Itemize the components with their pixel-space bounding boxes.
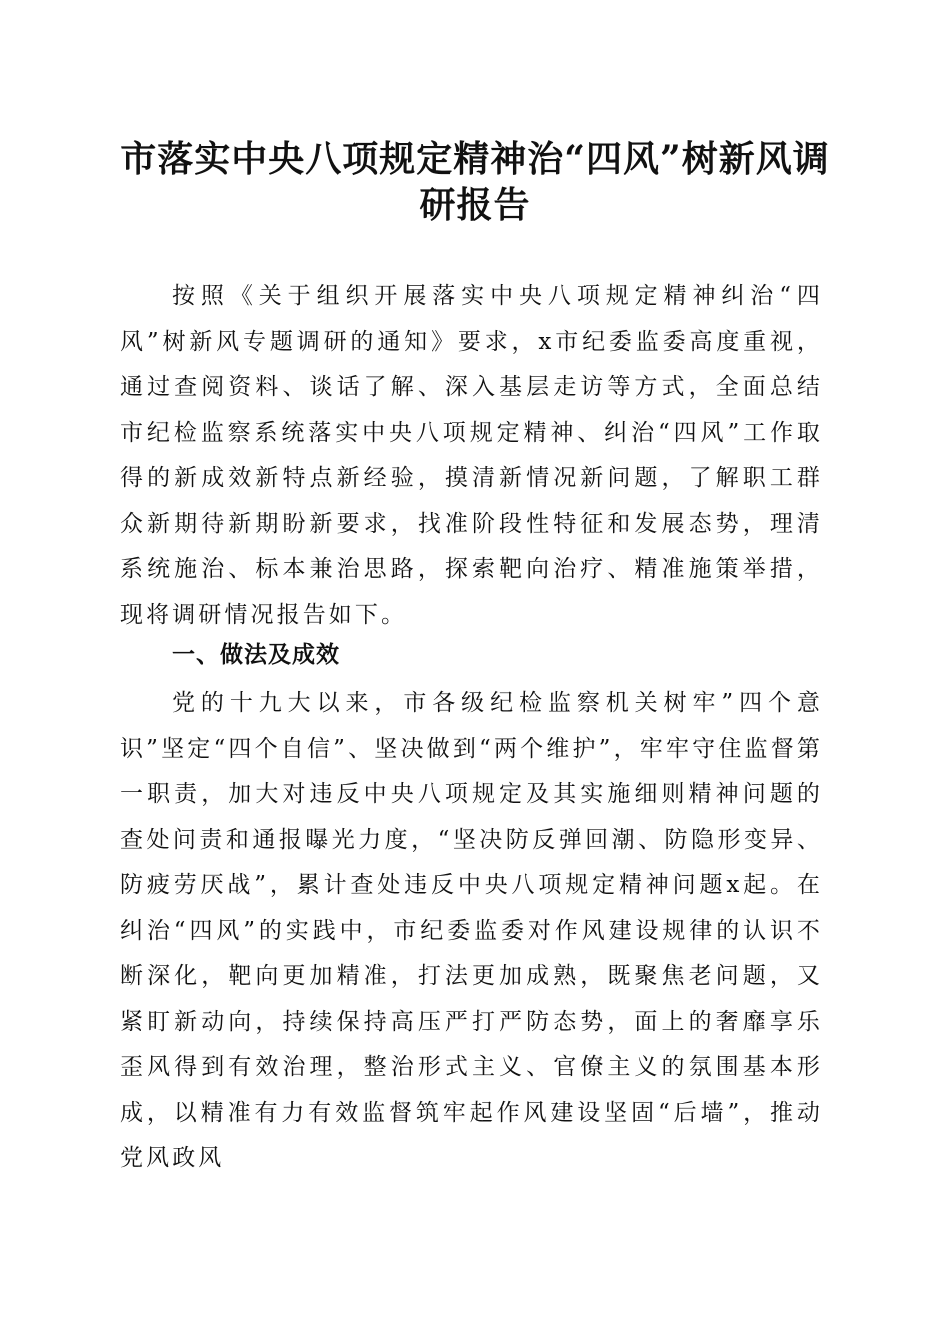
section-heading: 一、做法及成效 (172, 642, 340, 668)
intro-paragraph: 按照《关于组织开展落实中央八项规定精神纠治“四风”树新风专题调研的通知》要求，x市纪委监委高度重视，通过查阅资料、谈话了解、深入基层走访等方式，全面总结市纪检监察系统落实中央八项规定精神、纠治“四风”工作取得的新成效新特点新经验，摸清新情况新问题，了解职工群众新期待新期盼新要求，找准阶段性特征和发展态势，理清系统施治、标本兼治思路，探索靶向治疗、精准施策举措，现将调研情况报告如下。 (120, 283, 823, 628)
document-title: 市落实中央八项规定精神治“四风”树新风调研报告 (120, 138, 830, 226)
section-paragraph: 党的十九大以来，市各级纪检监察机关树牢”四个意识”坚定“四个自信”、坚决做到“两个维护”，牢牢守住监督第一职责，加大对违反中央八项规定及其实施细则精神问题的查处问责和通报曝光力度，“坚决防反弹回潮、防隐形变异、防疲劳厌战”，累计查处违反中央八项规定精神问题x起。在纠治“四风”的实践中，市纪委监委对作风建设规律的认识不断深化，靶向更加精准，打法更加成熟，既聚焦老问题，又紧盯新动向，持续保持高压严打严防态势，面上的奢靡享乐歪风得到有效治理，整治形式主义、官僚主义的氛围基本形成，以精准有力有效监督筑牢起作风建设坚固“后墙”，推动党风政风 (120, 690, 823, 1171)
